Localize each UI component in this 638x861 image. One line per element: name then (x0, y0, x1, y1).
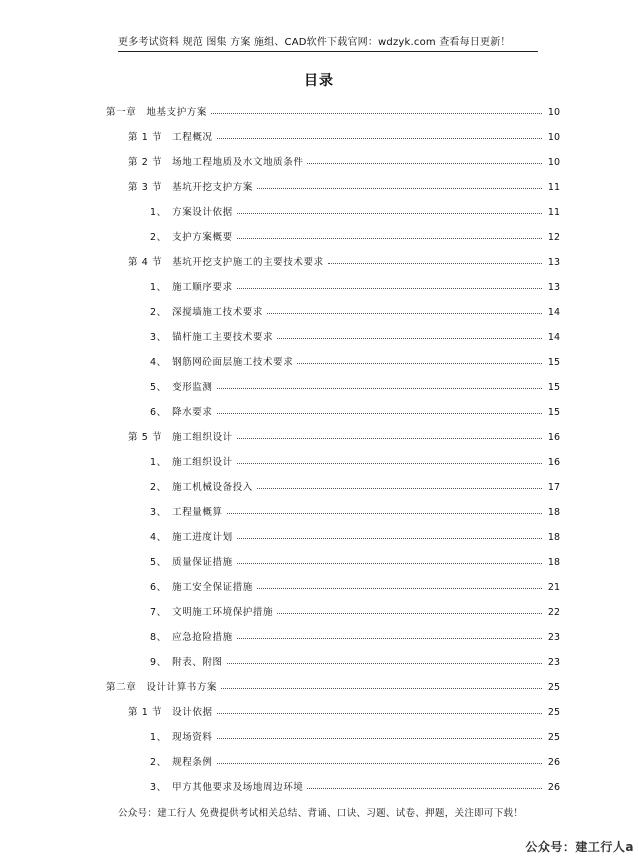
toc-entry-label: 1、 方案设计依据 (150, 207, 233, 218)
toc-entry-page: 23 (547, 657, 560, 668)
toc-leader-dots (328, 263, 542, 264)
toc-entry-label: 2、 支护方案概要 (150, 232, 233, 243)
toc-leader-dots (237, 238, 542, 239)
toc-entry-page: 13 (547, 282, 560, 293)
toc-entry-page: 14 (547, 332, 560, 343)
toc-entry[interactable] (150, 625, 560, 643)
toc-entry-page: 11 (547, 207, 560, 218)
toc-entry-label: 8、 应急抢险措施 (150, 632, 233, 643)
toc-entry-label: 第 2 节 场地工程地质及水文地质条件 (128, 157, 304, 168)
toc-entry-page: 11 (547, 182, 560, 193)
toc-entry-label: 2、 施工机械设备投入 (150, 482, 253, 493)
toc-entry-label: 3、 甲方其他要求及场地周边环境 (150, 782, 304, 793)
toc-entry-page: 16 (547, 432, 560, 443)
toc-entry[interactable] (150, 575, 560, 593)
toc-entry-page: 26 (547, 782, 560, 793)
toc-leader-dots (307, 788, 542, 789)
toc-leader-dots (257, 488, 542, 489)
toc-entry-label: 第 1 节 设计依据 (128, 707, 213, 718)
toc-entry-label: 4、 施工进度计划 (150, 532, 233, 543)
toc-entry-page: 18 (547, 532, 560, 543)
toc-entry-page: 10 (547, 107, 560, 118)
toc-leader-dots (221, 688, 542, 689)
toc-entry-page: 25 (547, 682, 560, 693)
toc-entry-label: 6、 施工安全保证措施 (150, 582, 253, 593)
toc-leader-dots (277, 613, 542, 614)
toc-entry[interactable] (150, 750, 560, 768)
toc-leader-dots (237, 288, 542, 289)
toc-entry[interactable] (150, 550, 560, 568)
toc-entry[interactable] (150, 350, 560, 368)
toc-entry-page: 15 (547, 407, 560, 418)
toc-entry[interactable] (150, 725, 560, 743)
toc-leader-dots (237, 463, 542, 464)
toc-entry-page: 17 (547, 482, 560, 493)
toc-leader-dots (227, 513, 542, 514)
toc-entry-page: 23 (547, 632, 560, 643)
toc-entry[interactable] (128, 700, 560, 718)
toc-entry-label: 5、 变形监测 (150, 382, 213, 393)
toc-entry-label: 1、 施工组织设计 (150, 457, 233, 468)
toc-leader-dots (237, 638, 542, 639)
toc-entry-label: 3、 工程量概算 (150, 507, 223, 518)
toc-leader-dots (227, 663, 542, 664)
toc-leader-dots (307, 163, 542, 164)
toc-leader-dots (277, 338, 542, 339)
toc-entry[interactable] (150, 475, 560, 493)
toc-entry-label: 7、 文明施工环境保护措施 (150, 607, 274, 618)
toc-entry[interactable] (150, 375, 560, 393)
toc-entry[interactable] (150, 400, 560, 418)
toc-entry-label: 9、 附表、附图 (150, 657, 223, 668)
toc-entry-page: 22 (547, 607, 560, 618)
page-header: 更多考试资料 规范 图集 方案 施组、CAD软件下载官网：wdzyk.com 查看每日更新！ (118, 33, 538, 52)
toc-entry-label: 3、 锚杆施工主要技术要求 (150, 332, 274, 343)
toc-entry-page: 18 (547, 557, 560, 568)
toc-entry-label: 5、 质量保证措施 (150, 557, 233, 568)
toc-entry[interactable] (150, 300, 560, 318)
toc-leader-dots (217, 763, 543, 764)
toc-entry-label: 2、 深搅墙施工技术要求 (150, 307, 263, 318)
toc-entry-page: 25 (547, 732, 560, 743)
toc-entry-label: 1、 现场资料 (150, 732, 213, 743)
toc-entry-page: 15 (547, 357, 560, 368)
toc-entry[interactable] (128, 125, 560, 143)
toc-entry-page: 10 (547, 132, 560, 143)
toc-entry-label: 第 5 节 施工组织设计 (128, 432, 233, 443)
toc-entry-page: 14 (547, 307, 560, 318)
toc-entry-label: 第二章 设计计算书方案 (106, 682, 218, 693)
toc-entry-page: 21 (547, 582, 560, 593)
toc-leader-dots (217, 388, 543, 389)
toc-entry[interactable] (150, 325, 560, 343)
toc-leader-dots (237, 438, 542, 439)
toc-leader-dots (217, 138, 542, 139)
toc-entry[interactable] (150, 775, 560, 793)
toc-entry-page: 13 (547, 257, 560, 268)
toc-leader-dots (257, 588, 542, 589)
toc-entry[interactable] (150, 225, 560, 243)
toc-entry[interactable] (106, 675, 560, 693)
toc-entry-page: 10 (547, 157, 560, 168)
toc-leader-dots (211, 113, 542, 114)
toc-leader-dots (217, 738, 543, 739)
toc-entry[interactable] (128, 175, 560, 193)
toc-entry-label: 2、 规程条例 (150, 757, 213, 768)
toc-entry-page: 15 (547, 382, 560, 393)
toc-entry[interactable] (150, 600, 560, 618)
toc-entry[interactable] (150, 275, 560, 293)
toc-entry-page: 16 (547, 457, 560, 468)
toc-entry-label: 4、 钢筋网砼面层施工技术要求 (150, 357, 294, 368)
toc-leader-dots (237, 213, 542, 214)
toc-entry-page: 25 (547, 707, 560, 718)
toc-leader-dots (267, 313, 542, 314)
toc-entry-page: 12 (547, 232, 560, 243)
toc-entry[interactable] (150, 525, 560, 543)
toc-leader-dots (237, 538, 542, 539)
toc-entry-label: 6、 降水要求 (150, 407, 213, 418)
toc-entry[interactable] (150, 200, 560, 218)
toc-leader-dots (297, 363, 542, 364)
toc-entry[interactable] (106, 100, 560, 118)
toc-entry-label: 第 4 节 基坑开挖支护施工的主要技术要求 (128, 257, 324, 268)
toc-entry-page: 26 (547, 757, 560, 768)
watermark: 公众号：建工行人a (525, 840, 634, 854)
toc-entry[interactable] (128, 250, 560, 268)
toc-entry[interactable] (150, 650, 560, 668)
toc-entry[interactable] (128, 425, 560, 443)
toc-entry[interactable] (128, 150, 560, 168)
toc-entry[interactable] (150, 450, 560, 468)
toc-leader-dots (237, 563, 542, 564)
toc-entry-label: 第 1 节 工程概况 (128, 132, 213, 143)
toc-entry-label: 1、 施工顺序要求 (150, 282, 233, 293)
page-title: 目录 (304, 73, 334, 89)
toc-entry-label: 第一章 地基支护方案 (106, 107, 208, 118)
page-footer: 公众号：建工行人 免费提供考试相关总结、背诵、口诀、习题、试卷、押题，关注即可下载！ (118, 808, 524, 819)
toc-entry[interactable] (150, 500, 560, 518)
toc-leader-dots (217, 413, 543, 414)
toc-leader-dots (257, 188, 542, 189)
toc-leader-dots (217, 713, 542, 714)
toc-entry-page: 18 (547, 507, 560, 518)
toc-entry-label: 第 3 节 基坑开挖支护方案 (128, 182, 253, 193)
